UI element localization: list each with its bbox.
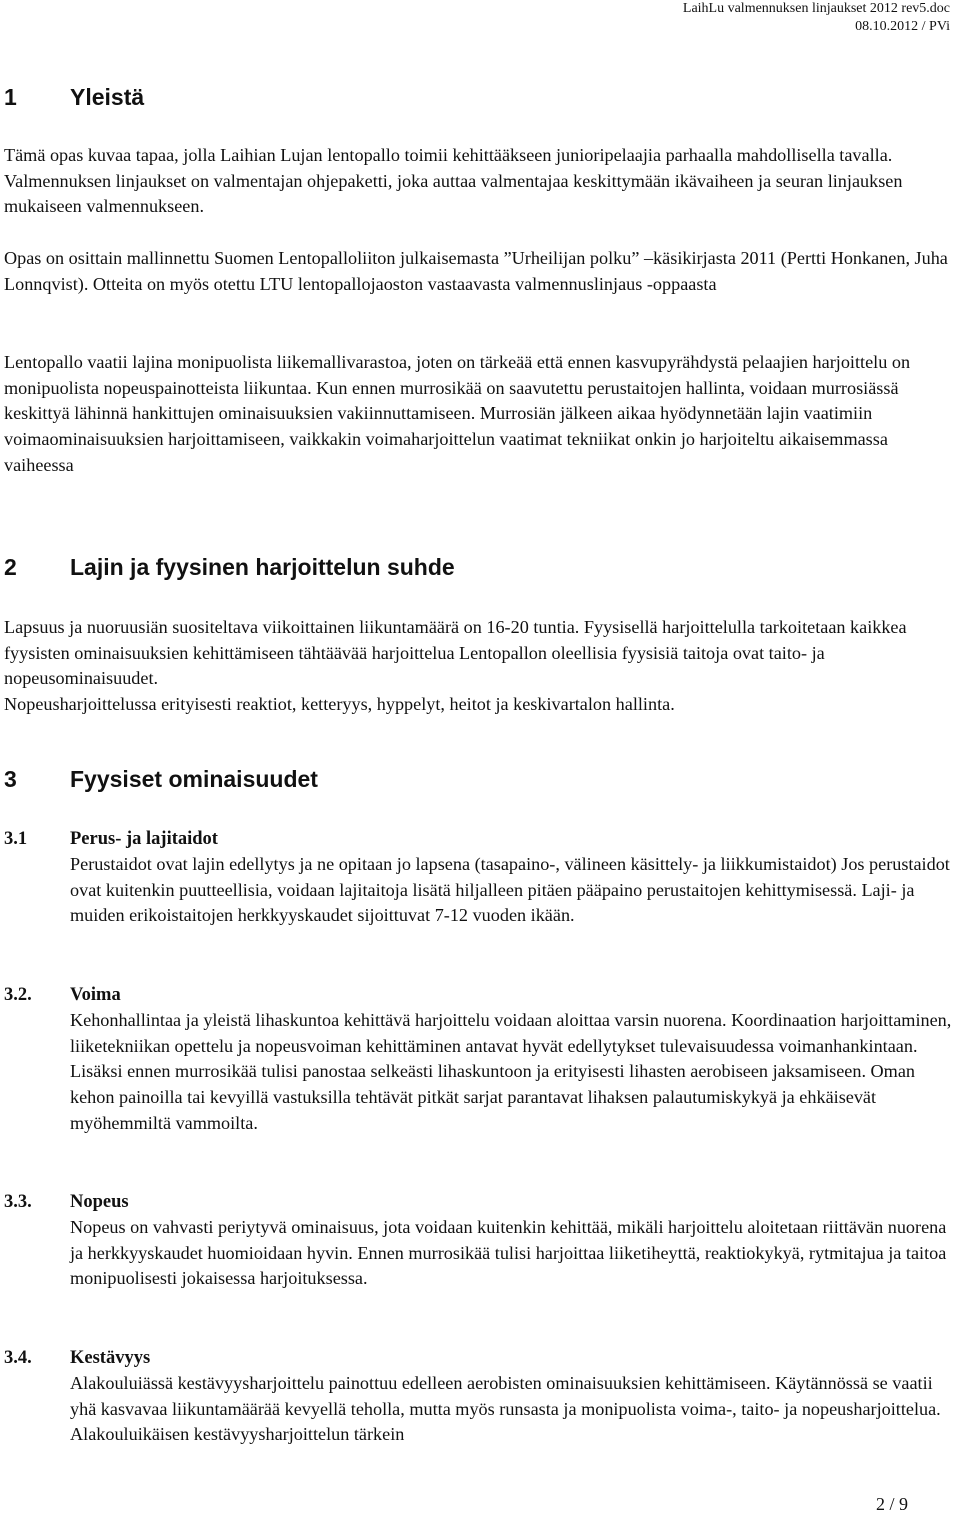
section-3-title: Fyysiset ominaisuudet <box>70 766 318 792</box>
section-1-paragraph-1: Tämä opas kuvaa tapaa, jolla Laihian Lujan lentopallo toimii kehittääkseen junioripelaajia parhaalla mahdollisella tavalla. Valmennuksen linjaukset on valmentajan ohjepaketti, joka auttaa valmentajaa keskittymään ikävaiheen ja seuran linjauksen mukaiseen valmennukseen. <box>4 145 903 217</box>
subsection-3-1-number: 3.1 <box>4 829 28 849</box>
section-1-paragraph-3: Lentopallo vaatii lajina monipuolista liikemallivarastoa, joten on tärkeää että ennen kasvupyrähdystä pelaajien harjoittelu on monipuolista nopeuspainotteista liikuntaa. Kun ennen murrosikää on saavutettu perustaitojen hallinta, voidaan murrosiässä keskittyä lähinnä hankittujen ominaisuuksien vakiinnuttamiseen. Murrosiän jälkeen aikaa hyödynnetään lajin vaatimiin voimaominaisuuksien harjoittamiseen, vaikkakin voimaharjoittelun vaatimat tekniikat onkin jo harjoiteltu aikaisemmassa vaiheessa <box>4 352 911 475</box>
subsection-3-3-heading <box>4 1189 129 1215</box>
subsection-3-2-text: Kehonhallintaa ja yleistä lihaskuntoa kehittävä harjoittelu voidaan aloittaa varsin nuorena. Koordinaation harjoittaminen, liiketekniikan opettelu ja nopeusvoiman kehittäminen antavat hyvät edellytykset tulevaisuudessa voimanhankintaan. Lisäksi ennen murrosikää tulisi panostaa selkeästi lihaskuntoon ja erityisesti lihasten aerobiseen jaksamiseen. Oman kehon painoilla tai kevyillä vastuksilla tehtävät pitkät sarjat parantavat lihaksen palautumiskykyä ja ehkäisevät myöhemmiltä vammoilta. <box>70 1010 952 1133</box>
subsection-3-3-text: Nopeus on vahvasti periytyvä ominaisuus, jota voidaan kuitenkin kehittää, mikäli harjoittelu aloitetaan riittävän nuorena ja herkkyyskaudet huomioidaan hyvin. Ennen murrosikää tulisi harjoittaa liiketiheyttä, reaktiokykyä, rytmitajua ja taitoa monipuolisesti jokaisessa harjoituksessa. <box>70 1217 947 1289</box>
page-header <box>683 0 950 36</box>
subsection-3-4-text: Alakouluiässä kestävyysharjoittelu painottuu edelleen aerobisten ominaisuuksien kehittämiseen. Käytännössä se vaatii yhä kasvavaa liikuntamäärää kevyellä teholla, mutta myös runsasta ja monipuolista voima-, taito- ja nopeusharjoittelua. Alakouluikäisen kestävyysharjoittelun tärkein <box>70 1373 941 1445</box>
subsection-3-4-title: Kestävyys <box>70 1348 151 1368</box>
subsection-3-3-title: Nopeus <box>70 1192 129 1212</box>
subsection-3-2-number: 3.2. <box>4 985 32 1005</box>
section-2-heading <box>4 554 455 581</box>
header-date-author: 08.10.2012 / PVi <box>855 19 950 34</box>
page-number: 2 / 9 <box>875 1494 908 1514</box>
section-2-title: Lajin ja fyysinen harjoittelun suhde <box>70 554 455 580</box>
subsection-3-1-text: Perustaidot ovat lajin edellytys ja ne opitaan jo lapsena (tasapaino-, välineen käsittely- ja liikkumistaidot) Jos perustaidot ovat kuitenkin puutteellisia, voidaan lajitaitoja lisätä hiljalleen pitäen pääpaino perustaitojen kehittymisessä. Laji- ja muiden erikoistaitojen herkkyyskaudet sijoittuvat 7-12 vuoden ikään. <box>70 854 950 926</box>
section-2-paragraph-2: Nopeusharjoittelussa erityisesti reaktiot, ketteryys, hyppelyt, heitot ja keskivartalon hallinta. <box>4 694 675 714</box>
section-1-paragraph-2: Opas on osittain mallinnettu Suomen Lentopalloliiton julkaisemasta ”Urheilijan polku” –käsikirjasta 2011 (Pertti Honkanen, Juha Lonnqvist). Otteita on myös otettu LTU lentopallojaoston vastaavasta valmennuslinjaus -oppaasta <box>4 248 948 294</box>
subsection-3-1-heading <box>4 826 218 852</box>
subsection-3-4-heading <box>4 1345 150 1371</box>
section-1-title: Yleistä <box>70 84 145 110</box>
subsection-3-3-number: 3.3. <box>4 1192 32 1212</box>
section-3-number: 3 <box>4 766 17 792</box>
header-filename: LaihLu valmennuksen linjaukset 2012 rev5.doc <box>682 1 950 16</box>
subsection-3-2-title: Voima <box>70 985 121 1005</box>
subsection-3-1-title: Perus- ja lajitaidot <box>70 829 218 849</box>
subsection-3-4-number: 3.4. <box>4 1348 32 1368</box>
section-2-number: 2 <box>4 554 17 580</box>
section-1-heading <box>4 84 144 111</box>
section-3-heading <box>4 766 318 793</box>
subsection-3-2-heading <box>4 982 121 1008</box>
section-1-number: 1 <box>4 84 17 110</box>
section-2-paragraph-1: Lapsuus ja nuoruusiän suositeltava viikoittainen liikuntamäärä on 16-20 tuntia. Fyysisellä harjoittelulla tarkoitetaan kaikkea fyysisten ominaisuuksien kehittämiseen tähtäävää harjoittelua Lentopallon oleellisia fyysisiä taitoja ovat taito- ja nopeusominaisuudet. <box>4 617 907 689</box>
